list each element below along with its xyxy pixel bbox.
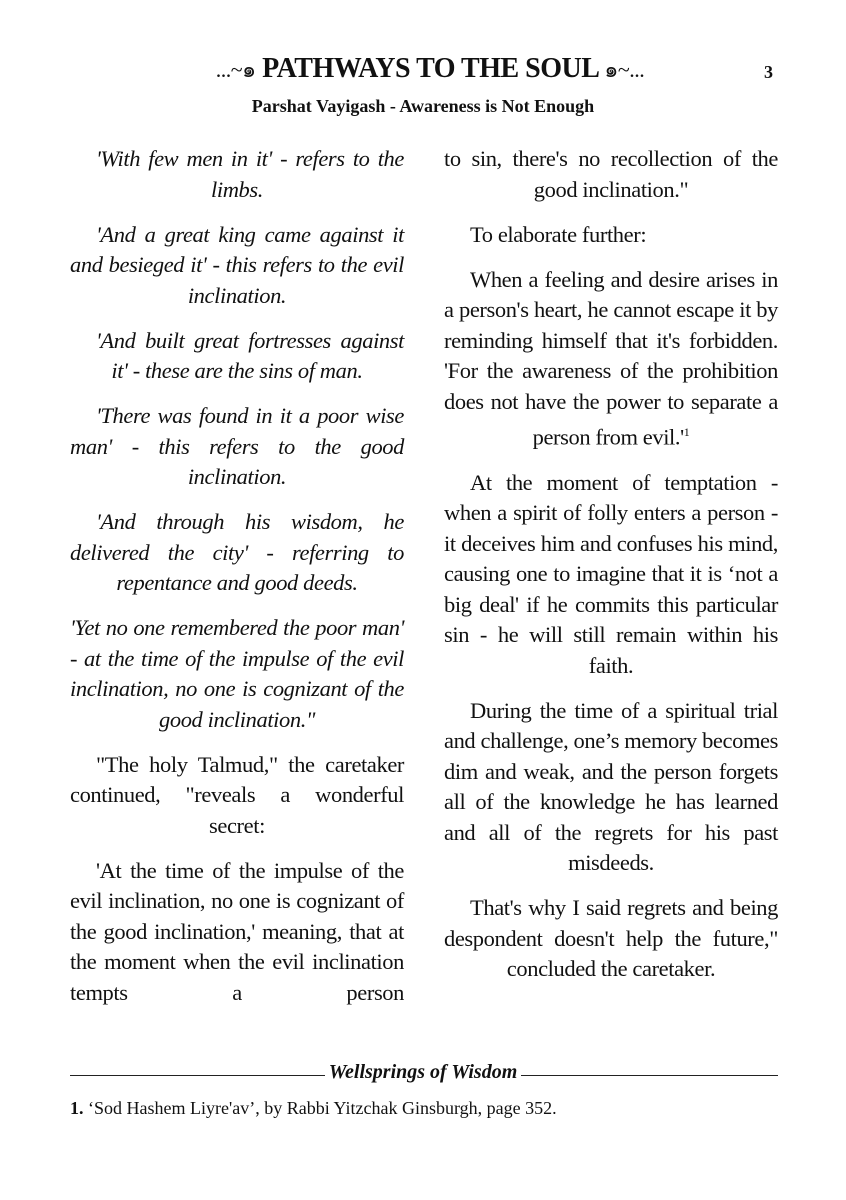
paragraph: During the time of a spiritual trial and challenge, one’s memory becomes dim and weak, and the person forgets all of the knowledge he has learned and all of the regrets for his past misdeeds.: [444, 697, 779, 875]
paragraph: 'And built great fortresses against it' - these are the sins of man.: [96, 327, 404, 383]
divider-text: Wellsprings of Wisdom: [325, 1061, 522, 1083]
paragraph: 'At the time of the impulse of the evil inclination, no one is cognizant of the good inclination,' meaning, that at the moment when the evil inclination tempts a person: [70, 857, 404, 1005]
ornament-left-icon: ...~๑: [215, 57, 256, 82]
chapter-subtitle: Parshat Vayigash - Awareness is Not Enough: [251, 96, 595, 116]
paragraph: 'There was found in it a poor wise man' - this refers to the good inclination.: [70, 403, 404, 489]
footnote-ref[interactable]: 1: [683, 425, 690, 439]
left-column: [70, 144, 404, 1023]
right-column: [444, 144, 778, 999]
ornament-right-icon: ๑~...: [604, 57, 645, 82]
paragraph: to sin, there's no recollection of the good inclination.": [444, 146, 778, 202]
paragraph: 'With few men in it' - refers to the limbs.: [96, 146, 404, 202]
footnote-number: 1.: [70, 1098, 84, 1118]
paragraph: 'And through his wisdom, he delivered the city' - referring to repentance and good deeds.: [70, 509, 404, 595]
paragraph: To elaborate further:: [470, 221, 647, 247]
book-title: PATHWAYS TO THE SOUL: [262, 53, 598, 84]
paragraph-text: When a feeling and desire arises in a person's heart, he cannot escape it by reminding himself that it's forbidden. 'For the awareness of the prohibition does not have the power to separate a person from evil.': [444, 266, 778, 450]
footnote: [70, 1098, 557, 1119]
paragraph: [444, 265, 778, 454]
running-title: [130, 52, 730, 87]
paragraph: 'And a great king came against it and besieged it' - this refers to the evil inclination.: [70, 221, 404, 308]
paragraph: 'Yet no one remembered the poor man' - at the time of the impulse of the evil inclination, no one is cognizant of the good inclination.": [70, 615, 404, 732]
page-number: 3: [764, 62, 773, 82]
paragraph: "The holy Talmud," the caretaker continued, "reveals a wonderful secret:: [70, 751, 404, 838]
footer-divider-label: [0, 1061, 846, 1084]
footnote-text: ‘Sod Hashem Liyre'av’, by Rabbi Yitzchak Ginsburgh, page 352.: [88, 1098, 557, 1118]
paragraph: That's why I said regrets and being despondent doesn't help the future," concluded the caretaker.: [444, 895, 778, 981]
paragraph: At the moment of temptation - when a spirit of folly enters a person - it deceives him and confuses his mind, causing one to imagine that it is ‘not a big deal' if he commits this particular sin - he will still remain within his faith.: [444, 469, 778, 678]
